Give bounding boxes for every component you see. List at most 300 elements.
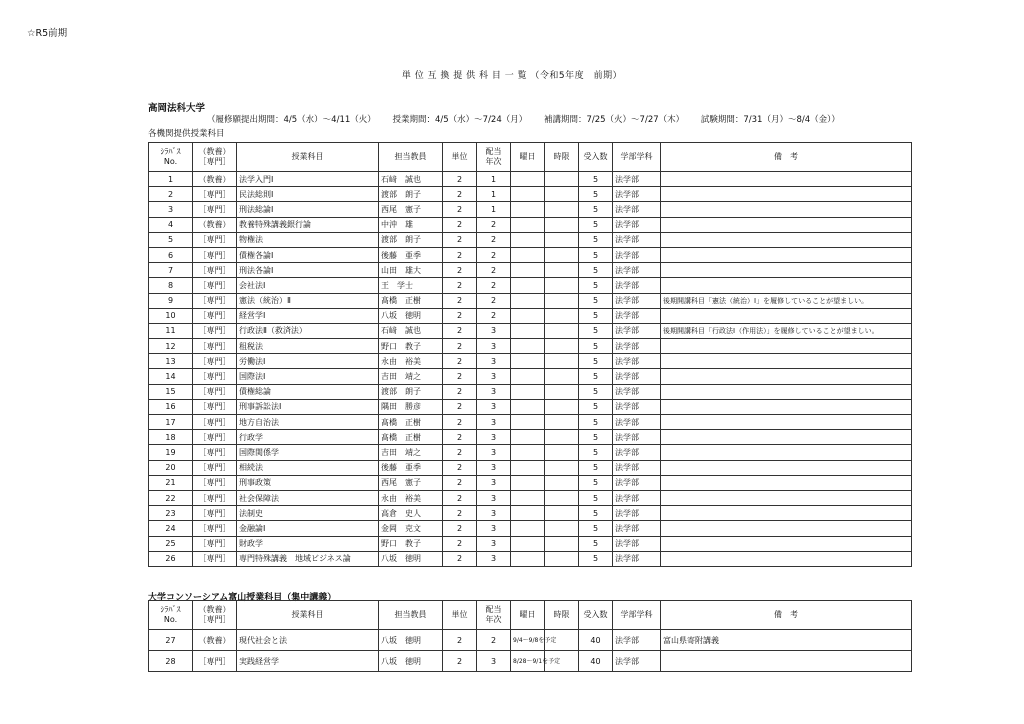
year-cell: 2 [477, 630, 511, 651]
faculty-cell: 法学部 [613, 202, 661, 217]
period-cell [545, 445, 579, 460]
remarks-cell [661, 551, 912, 566]
type-cell: ［専門］ [193, 247, 237, 262]
type-cell: ［専門］ [193, 430, 237, 445]
subject-cell: 法制史 [237, 506, 379, 521]
type-cell: ［専門］ [193, 339, 237, 354]
capacity-cell: 5 [579, 506, 613, 521]
table-row [149, 369, 912, 384]
faculty-cell: 法学部 [613, 293, 661, 308]
subject-cell: 行政学 [237, 430, 379, 445]
remarks-cell [661, 475, 912, 490]
type-cell: ［専門］ [193, 521, 237, 536]
teacher-cell: 渡部 朗子 [379, 384, 443, 399]
period-cell [545, 217, 579, 232]
syllabus-no-cell: 13 [149, 354, 193, 369]
capacity-cell: 5 [579, 415, 613, 430]
year-cell: 2 [477, 247, 511, 262]
day-cell [511, 187, 545, 202]
year-cell: 3 [477, 415, 511, 430]
period-cell [545, 551, 579, 566]
syllabus-no-cell: 16 [149, 399, 193, 414]
table-row [149, 430, 912, 445]
header-subject: 授業科目 [237, 143, 379, 172]
faculty-cell: 法学部 [613, 399, 661, 414]
capacity-cell: 5 [579, 247, 613, 262]
faculty-cell: 法学部 [613, 339, 661, 354]
credits-cell: 2 [443, 430, 477, 445]
table-row [149, 187, 912, 202]
faculty-cell: 法学部 [613, 323, 661, 338]
type-cell: ［専門］ [193, 445, 237, 460]
faculty-cell: 法学部 [613, 384, 661, 399]
credits-cell: 2 [443, 630, 477, 651]
table-row [149, 232, 912, 247]
day-cell [511, 445, 545, 460]
faculty-cell: 法学部 [613, 490, 661, 505]
year-cell: 2 [477, 263, 511, 278]
capacity-cell: 5 [579, 399, 613, 414]
remarks-cell [661, 651, 912, 672]
day-cell [511, 278, 545, 293]
syllabus-no-cell: 1 [149, 172, 193, 187]
header-remarks: 備 考 [661, 143, 912, 172]
period-cell [545, 202, 579, 217]
table-row [149, 460, 912, 475]
table-row [149, 354, 912, 369]
faculty-cell: 法学部 [613, 217, 661, 232]
faculty-cell: 法学部 [613, 445, 661, 460]
table-row [149, 475, 912, 490]
type-cell: ［専門］ [193, 651, 237, 672]
capacity-cell: 5 [579, 460, 613, 475]
subject-cell: 国際関係学 [237, 445, 379, 460]
table-row [149, 278, 912, 293]
table-row [149, 536, 912, 551]
capacity-cell: 5 [579, 551, 613, 566]
table-row [149, 521, 912, 536]
header-year: 配当 年次 [477, 143, 511, 172]
day-cell [511, 172, 545, 187]
capacity-cell: 5 [579, 369, 613, 384]
table-row [149, 445, 912, 460]
day-cell [511, 430, 545, 445]
capacity-cell: 5 [579, 232, 613, 247]
capacity-cell: 5 [579, 187, 613, 202]
table-row [149, 415, 912, 430]
year-cell: 3 [477, 551, 511, 566]
faculty-cell: 法学部 [613, 430, 661, 445]
subject-cell: 債権総論 [237, 384, 379, 399]
period-cell [545, 430, 579, 445]
year-cell: 3 [477, 399, 511, 414]
period-cell [545, 460, 579, 475]
credits-cell: 2 [443, 651, 477, 672]
teacher-cell: 八坂 徳明 [379, 651, 443, 672]
subject-cell: 憲法（統治）Ⅱ [237, 293, 379, 308]
capacity-cell: 40 [579, 630, 613, 651]
teacher-cell: 吉田 靖之 [379, 369, 443, 384]
syllabus-no-cell: 14 [149, 369, 193, 384]
day-cell [511, 551, 545, 566]
faculty-cell: 法学部 [613, 247, 661, 262]
faculty-cell: 法学部 [613, 308, 661, 323]
header-day: 曜日 [511, 143, 545, 172]
faculty-cell: 法学部 [613, 172, 661, 187]
credits-cell: 2 [443, 415, 477, 430]
header-faculty: 学部学科 [613, 601, 661, 630]
type-cell: ［専門］ [193, 187, 237, 202]
header-capacity: 受入数 [579, 601, 613, 630]
faculty-cell: 法学部 [613, 551, 661, 566]
subject-cell: 現代社会と法 [237, 630, 379, 651]
type-cell: ［専門］ [193, 232, 237, 247]
type-cell: ［専門］ [193, 475, 237, 490]
type-cell: （教養） [193, 630, 237, 651]
type-cell: ［専門］ [193, 490, 237, 505]
syllabus-no-cell: 5 [149, 232, 193, 247]
faculty-cell: 法学部 [613, 415, 661, 430]
year-cell: 3 [477, 323, 511, 338]
subject-cell: 経営学Ⅰ [237, 308, 379, 323]
header-day: 曜日 [511, 601, 545, 630]
credits-cell: 2 [443, 551, 477, 566]
teacher-cell: 中沖 雄 [379, 217, 443, 232]
faculty-cell: 法学部 [613, 278, 661, 293]
subject-cell: 物権法 [237, 232, 379, 247]
period-cell [545, 354, 579, 369]
syllabus-no-cell: 25 [149, 536, 193, 551]
teacher-cell: 吉田 靖之 [379, 445, 443, 460]
header-capacity: 受入数 [579, 143, 613, 172]
day-cell [511, 202, 545, 217]
subject-cell: 債権各論Ⅰ [237, 247, 379, 262]
syllabus-no-cell: 10 [149, 308, 193, 323]
year-cell: 2 [477, 278, 511, 293]
period-cell [545, 187, 579, 202]
type-cell: ［専門］ [193, 384, 237, 399]
remarks-cell [661, 521, 912, 536]
period-cell [545, 339, 579, 354]
remarks-cell [661, 384, 912, 399]
credits-cell: 2 [443, 445, 477, 460]
capacity-cell: 5 [579, 293, 613, 308]
period-cell [545, 247, 579, 262]
year-cell: 2 [477, 293, 511, 308]
table-row [149, 339, 912, 354]
remarks-cell [661, 263, 912, 278]
remarks-cell [661, 536, 912, 551]
subject-cell: 会社法Ⅰ [237, 278, 379, 293]
credits-cell: 2 [443, 172, 477, 187]
capacity-cell: 5 [579, 323, 613, 338]
faculty-cell: 法学部 [613, 369, 661, 384]
capacity-cell: 5 [579, 475, 613, 490]
teacher-cell: 渡部 朗子 [379, 232, 443, 247]
table-row [149, 551, 912, 566]
period-info [207, 113, 854, 125]
registration-period: （履修願提出期間：4/5（水）～4/11（火） [207, 115, 376, 125]
period-cell [545, 415, 579, 430]
syllabus-no-cell: 7 [149, 263, 193, 278]
header-period: 時限 [545, 143, 579, 172]
period-cell [545, 308, 579, 323]
syllabus-no-cell: 2 [149, 187, 193, 202]
period-cell [545, 369, 579, 384]
capacity-cell: 5 [579, 263, 613, 278]
syllabus-no-cell: 15 [149, 384, 193, 399]
day-cell [511, 475, 545, 490]
type-cell: ［専門］ [193, 506, 237, 521]
capacity-cell: 5 [579, 445, 613, 460]
syllabus-no-cell: 8 [149, 278, 193, 293]
courses-table [148, 142, 912, 567]
period-cell [545, 490, 579, 505]
subject-cell: 専門特殊講義 地域ビジネス論 [237, 551, 379, 566]
day-cell [511, 506, 545, 521]
capacity-cell: 5 [579, 202, 613, 217]
capacity-cell: 5 [579, 521, 613, 536]
year-cell: 2 [477, 232, 511, 247]
year-cell: 2 [477, 308, 511, 323]
period-cell [545, 384, 579, 399]
period-cell [545, 278, 579, 293]
class-period: 授業期間：4/5（水）～7/24（月） [392, 115, 528, 125]
subject-cell: 労働法Ⅰ [237, 354, 379, 369]
header-credits: 単位 [443, 601, 477, 630]
header-type: （教養） ［専門］ [193, 143, 237, 172]
exam-period: 試験期間：7/31（月）～8/4（金）） [700, 115, 840, 125]
type-cell: ［専門］ [193, 323, 237, 338]
table-row [149, 263, 912, 278]
faculty-cell: 法学部 [613, 354, 661, 369]
credits-cell: 2 [443, 506, 477, 521]
remarks-cell [661, 460, 912, 475]
syllabus-no-cell: 17 [149, 415, 193, 430]
remarks-cell [661, 247, 912, 262]
section2-label: 大学コンソーシアム富山授業科目（集中講義） [148, 593, 337, 603]
subject-cell: 民法総則Ⅰ [237, 187, 379, 202]
subject-cell: 行政法Ⅱ（救済法） [237, 323, 379, 338]
period-cell [545, 263, 579, 278]
table-header-row [149, 143, 912, 172]
faculty-cell: 法学部 [613, 506, 661, 521]
period-cell [545, 475, 579, 490]
type-cell: ［専門］ [193, 536, 237, 551]
subject-cell: 社会保障法 [237, 490, 379, 505]
capacity-cell: 5 [579, 339, 613, 354]
subject-cell: 刑事政策 [237, 475, 379, 490]
type-cell: ［専門］ [193, 202, 237, 217]
remarks-cell [661, 445, 912, 460]
syllabus-no-cell: 27 [149, 630, 193, 651]
subject-cell: 租税法 [237, 339, 379, 354]
day-cell: 8/28～9/1を予定 [511, 651, 545, 672]
credits-cell: 2 [443, 187, 477, 202]
remarks-cell [661, 399, 912, 414]
year-cell: 1 [477, 202, 511, 217]
type-cell: ［専門］ [193, 369, 237, 384]
faculty-cell: 法学部 [613, 460, 661, 475]
teacher-cell: 西尾 憲子 [379, 202, 443, 217]
consortium-courses-table [148, 600, 912, 672]
faculty-cell: 法学部 [613, 475, 661, 490]
syllabus-no-cell: 26 [149, 551, 193, 566]
remarks-cell [661, 369, 912, 384]
teacher-cell: 石﨑 誠也 [379, 323, 443, 338]
credits-cell: 2 [443, 278, 477, 293]
university-name: 高岡法科大学 [148, 103, 206, 114]
table-row [149, 308, 912, 323]
year-cell: 3 [477, 460, 511, 475]
period-cell [545, 323, 579, 338]
year-cell: 3 [477, 430, 511, 445]
credits-cell: 2 [443, 263, 477, 278]
subject-cell: 実践経営学 [237, 651, 379, 672]
type-cell: ［専門］ [193, 551, 237, 566]
year-cell: 3 [477, 339, 511, 354]
credits-cell: 2 [443, 202, 477, 217]
page-title: 単 位 互 換 提 供 科 目 一 覧 （令和5年度 前期） [401, 71, 623, 81]
day-cell [511, 308, 545, 323]
teacher-cell: 渡部 朗子 [379, 187, 443, 202]
day-cell [511, 232, 545, 247]
syllabus-no-cell: 18 [149, 430, 193, 445]
faculty-cell: 法学部 [613, 232, 661, 247]
day-cell [511, 490, 545, 505]
teacher-cell: 石﨑 誠也 [379, 172, 443, 187]
subject-cell: 教養特殊講義銀行論 [237, 217, 379, 232]
year-cell: 3 [477, 445, 511, 460]
credits-cell: 2 [443, 536, 477, 551]
remarks-cell [661, 339, 912, 354]
table-row [149, 323, 912, 338]
day-cell [511, 460, 545, 475]
teacher-cell: 髙橋 正樹 [379, 293, 443, 308]
credits-cell: 2 [443, 232, 477, 247]
year-cell: 3 [477, 369, 511, 384]
period-cell [545, 172, 579, 187]
type-cell: ［専門］ [193, 278, 237, 293]
capacity-cell: 5 [579, 217, 613, 232]
table-row [149, 630, 912, 651]
teacher-cell: 八坂 徳明 [379, 308, 443, 323]
table-row [149, 217, 912, 232]
day-cell [511, 354, 545, 369]
faculty-cell: 法学部 [613, 651, 661, 672]
capacity-cell: 5 [579, 536, 613, 551]
type-cell: （教養） [193, 172, 237, 187]
day-cell [511, 521, 545, 536]
syllabus-no-cell: 20 [149, 460, 193, 475]
year-cell: 3 [477, 651, 511, 672]
capacity-cell: 5 [579, 278, 613, 293]
remarks-cell [661, 202, 912, 217]
day-cell [511, 399, 545, 414]
header-subject: 授業科目 [237, 601, 379, 630]
makeup-period: 補講期間：7/25（火）～7/27（木） [543, 115, 685, 125]
syllabus-no-cell: 11 [149, 323, 193, 338]
teacher-cell: 高倉 史人 [379, 506, 443, 521]
year-cell: 2 [477, 217, 511, 232]
year-cell: 3 [477, 354, 511, 369]
syllabus-no-cell: 4 [149, 217, 193, 232]
syllabus-no-cell: 19 [149, 445, 193, 460]
teacher-cell: 金岡 克文 [379, 521, 443, 536]
table-row [149, 247, 912, 262]
type-cell: ［専門］ [193, 293, 237, 308]
credits-cell: 2 [443, 293, 477, 308]
day-cell [511, 263, 545, 278]
remarks-cell [661, 430, 912, 445]
syllabus-no-cell: 24 [149, 521, 193, 536]
credits-cell: 2 [443, 354, 477, 369]
table-row [149, 384, 912, 399]
teacher-cell: 髙橋 正樹 [379, 430, 443, 445]
remarks-cell: 後期開講科目「行政法Ⅰ（作用法）」を履修していることが望ましい。 [661, 323, 912, 338]
period-cell [545, 506, 579, 521]
teacher-cell: 野口 教子 [379, 536, 443, 551]
type-cell: ［専門］ [193, 308, 237, 323]
syllabus-no-cell: 22 [149, 490, 193, 505]
capacity-cell: 40 [579, 651, 613, 672]
period-cell [545, 521, 579, 536]
credits-cell: 2 [443, 369, 477, 384]
table-row [149, 506, 912, 521]
period-cell [545, 536, 579, 551]
type-cell: ［専門］ [193, 399, 237, 414]
teacher-cell: 王 学士 [379, 278, 443, 293]
teacher-cell: 西尾 憲子 [379, 475, 443, 490]
subject-cell: 国際法Ⅰ [237, 369, 379, 384]
faculty-cell: 法学部 [613, 187, 661, 202]
syllabus-no-cell: 9 [149, 293, 193, 308]
teacher-cell: 永由 裕美 [379, 490, 443, 505]
header-faculty: 学部学科 [613, 143, 661, 172]
credits-cell: 2 [443, 490, 477, 505]
type-cell: （教養） [193, 217, 237, 232]
credits-cell: 2 [443, 460, 477, 475]
header-type: （教養） ［専門］ [193, 601, 237, 630]
table-header-row [149, 601, 912, 630]
day-cell [511, 247, 545, 262]
teacher-cell: 八坂 徳明 [379, 630, 443, 651]
syllabus-no-cell: 3 [149, 202, 193, 217]
day-cell [511, 339, 545, 354]
faculty-cell: 法学部 [613, 521, 661, 536]
year-cell: 3 [477, 490, 511, 505]
type-cell: ［専門］ [193, 354, 237, 369]
year-cell: 3 [477, 521, 511, 536]
type-cell: ［専門］ [193, 263, 237, 278]
header-syllabus-no: ｼﾗﾊﾞｽ No. [149, 601, 193, 630]
subject-cell: 刑法各論Ⅰ [237, 263, 379, 278]
capacity-cell: 5 [579, 384, 613, 399]
table-row [149, 651, 912, 672]
credits-cell: 2 [443, 399, 477, 414]
capacity-cell: 5 [579, 430, 613, 445]
year-cell: 3 [477, 536, 511, 551]
remarks-cell [661, 308, 912, 323]
year-cell: 3 [477, 506, 511, 521]
period-cell [545, 399, 579, 414]
remarks-cell [661, 217, 912, 232]
subject-cell: 財政学 [237, 536, 379, 551]
credits-cell: 2 [443, 323, 477, 338]
year-cell: 3 [477, 475, 511, 490]
subject-cell: 相続法 [237, 460, 379, 475]
table-row [149, 202, 912, 217]
